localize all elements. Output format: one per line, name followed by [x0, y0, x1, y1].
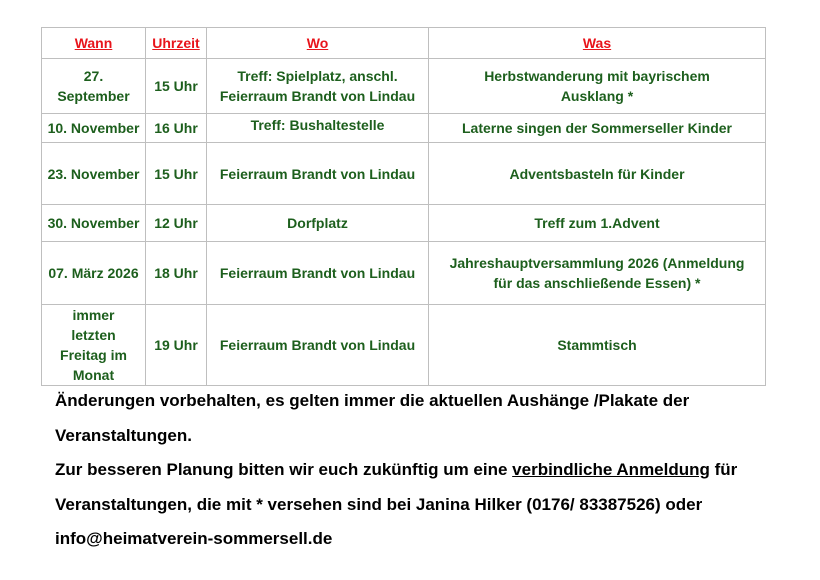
header-wo: Wo — [207, 28, 429, 59]
binding-registration-text: verbindliche Anmeldung — [512, 460, 710, 479]
table-header-row — [42, 28, 766, 59]
notes-registration-intro: Zur besseren Planung bitten wir euch zukünftig um eine — [55, 460, 513, 479]
cell-uhrzeit: 18 Uhr — [146, 242, 207, 305]
cell-wo: Feierraum Brandt von Lindau — [207, 305, 429, 386]
cell-was-line2: Ausklang * — [560, 88, 634, 104]
table-row — [42, 59, 766, 114]
header-wann: Wann — [42, 28, 146, 59]
cell-was-line1: Herbstwanderung mit bayrischem — [484, 68, 710, 84]
cell-uhrzeit: 19 Uhr — [146, 305, 207, 386]
cell-was: Jahreshauptversammlung 2026 (Anmeldung für das anschließende Essen) * — [429, 242, 766, 305]
header-uhrzeit: Uhrzeit — [146, 28, 207, 59]
events-table — [41, 27, 766, 386]
cell-wo-line1: Treff: Spielplatz, anschl. — [237, 68, 398, 84]
cell-wann: immer letzten Freitag im Monat — [42, 305, 146, 386]
cell-wann: 10. November — [42, 114, 146, 143]
cell-wo — [207, 59, 429, 114]
cell-wo: Feierraum Brandt von Lindau — [207, 143, 429, 205]
table-row — [42, 205, 766, 242]
cell-was: Stammtisch — [429, 305, 766, 386]
cell-wo-line2: Feierraum Brandt von Lindau — [219, 88, 416, 104]
notes-registration — [55, 453, 795, 557]
cell-wann: 30. November — [42, 205, 146, 242]
cell-was — [429, 59, 766, 114]
cell-wann: 07. März 2026 — [42, 242, 146, 305]
cell-was: Treff zum 1.Advent — [429, 205, 766, 242]
table-row — [42, 143, 766, 205]
cell-uhrzeit: 15 Uhr — [146, 143, 207, 205]
cell-wo: Dorfplatz — [207, 205, 429, 242]
notes-disclaimer: Änderungen vorbehalten, es gelten immer die aktuellen Aushänge /Plakate der Veranstaltungen. — [55, 391, 690, 445]
cell-uhrzeit: 15 Uhr — [146, 59, 207, 114]
header-was: Was — [429, 28, 766, 59]
table-row — [42, 305, 766, 386]
notes-registration-details: für Veranstaltungen, die mit * versehen sind bei Janina Hilker (0176/ 83387526) oder info@heimatverein-sommersell.de — [55, 460, 738, 548]
cell-was: Laterne singen der Sommerseller Kinder — [429, 114, 766, 143]
cell-uhrzeit: 16 Uhr — [146, 114, 207, 143]
cell-wo: Feierraum Brandt von Lindau — [207, 242, 429, 305]
cell-wann: 27. September — [42, 59, 146, 114]
table-row — [42, 242, 766, 305]
cell-uhrzeit: 12 Uhr — [146, 205, 207, 242]
cell-was: Adventsbasteln für Kinder — [429, 143, 766, 205]
table-row — [42, 114, 766, 143]
cell-wo: Treff: Bushaltestelle — [207, 114, 429, 143]
cell-wann: 23. November — [42, 143, 146, 205]
notes-section — [55, 384, 795, 557]
